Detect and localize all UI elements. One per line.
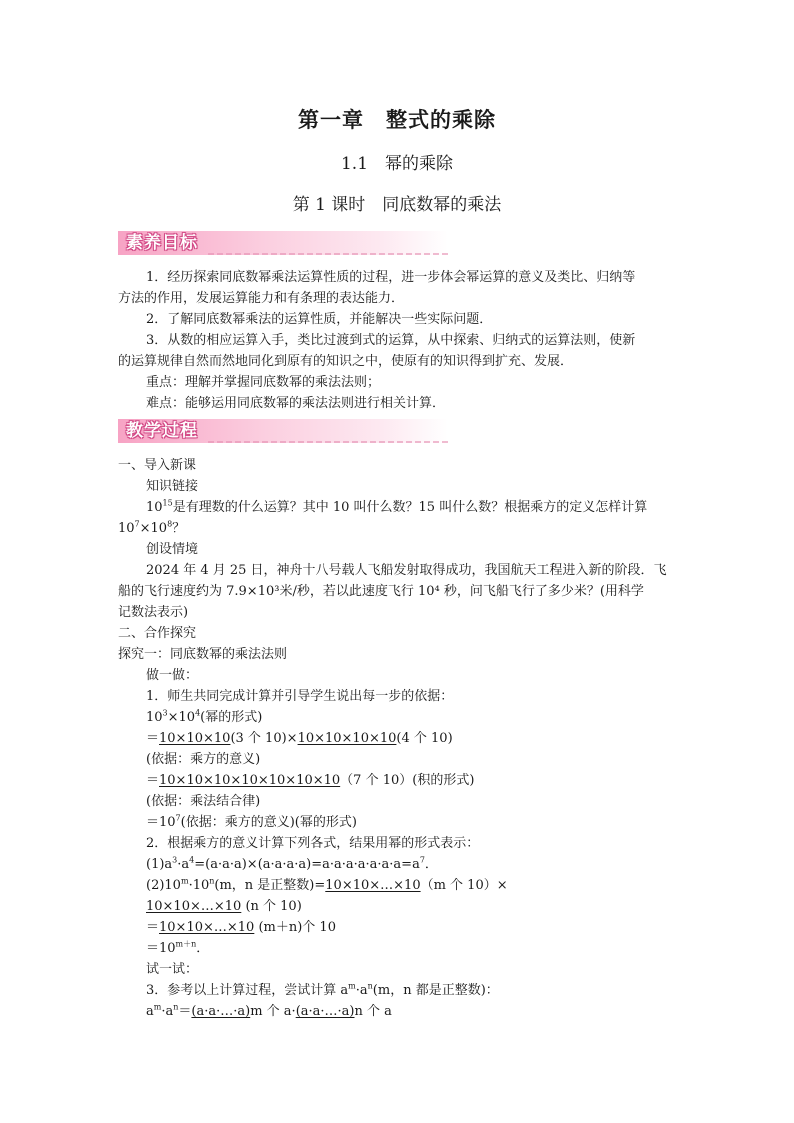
knowledge-link: 知识链接 — [146, 479, 199, 494]
goal-line-1: 1．经历探索同底数幂乘法运算性质的过程，进一步体会幂运算的意义及类比、归纳等 — [146, 270, 636, 285]
explore-1: 探究一：同底数幂的乘法法则 — [118, 647, 288, 662]
goal-line-4: 3．从数的相应运算入手，类比过渡到式的运算，从中探索、归纳式的运算法则，使新 — [146, 333, 636, 348]
last-expression: $a^m\cdot a^n=(a\cdot a\cdot\dots\cdot a)m$ 个 a·(a·a·…·a)n 个 a — [146, 1002, 392, 1019]
goal-line-5: 的运算规律自然而然地同化到原有的知识之中，使原有的知识得到扩充、发展． — [118, 354, 574, 369]
scenario-line-3: 记数法表示) — [118, 605, 189, 620]
coop-title: 二、合作探究 — [118, 626, 197, 641]
step-3: 3．参考以上计算过程，尝试计算 $a^m\cdot a^n(m$，n 都是正整数)： — [146, 981, 499, 998]
try-it: 试一试： — [146, 962, 199, 977]
step-2: 2．根据乘方的意义计算下列各式，结果用幂的形式表示： — [146, 836, 480, 851]
basis-1: (依据：乘方的意义) — [146, 752, 261, 767]
expr-3: ＝10×10×10×10×10×10×10（7 个 10）(积的形式) — [146, 773, 475, 788]
problem-2: $(2)10^m\cdot 10^n(m$，n 是正整数)=10×10×…×10（m 个 10）× — [146, 876, 508, 893]
problem-2-cont-2: ＝10×10×…×10 (m＋n)个 10 — [146, 920, 336, 935]
problem-1: $(1)a^3\cdot a^4=(a\cdot a\cdot a)\times(a\cdot a\cdot a\cdot a)=a\cdot a\cdot a\cdot a\cdot a\cdot a\cdot a=a^7$． — [146, 855, 438, 872]
chapter-title: 第一章 整式的乘除 — [298, 107, 496, 132]
question-1-cont: $10^7\times 10^8$？ — [118, 519, 186, 536]
intro-title: 一、导入新课 — [118, 458, 197, 473]
expr-2: ＝10×10×10(3 个 10)×10×10×10×10(4 个 10) — [146, 731, 453, 746]
expr-4: $=10^7$(依据：乘方的意义)(幂的形式) — [146, 813, 357, 830]
goals-banner — [118, 231, 448, 255]
section-title: 1.1 幂的乘除 — [340, 154, 454, 174]
do-it: 做一做： — [146, 668, 199, 683]
question-1: $10^{15}$是有理数的什么运算？其中 10 叫什么数？15 叫什么数？根据乘方的定义怎样计算 — [146, 498, 648, 515]
key-point: 重点：理解并掌握同底数幂的乘法法则； — [146, 375, 381, 390]
goals-banner-label: 素养目标 — [126, 233, 198, 253]
goal-line-2: 方法的作用，发展运算能力和有条理的表达能力． — [118, 291, 405, 306]
basis-2: (依据：乘法结合律) — [146, 794, 261, 809]
problem-2-cont: 10×10×…×10 (n 个 10) — [146, 899, 302, 914]
scenario-line-1: 2024 年 4 月 25 日，神舟十八号载人飞船发射取得成功，我国航天工程进入新的阶段．飞 — [146, 563, 667, 578]
step-1: 1．师生共同完成计算并引导学生说出每一步的依据： — [146, 689, 454, 704]
process-banner-label: 教学过程 — [126, 421, 198, 441]
scenario-title: 创设情境 — [146, 542, 199, 557]
expr-1: $10^3\times 10^4$(幂的形式) — [146, 708, 263, 725]
process-banner — [118, 419, 448, 443]
goal-line-3: 2．了解同底数幂乘法的运算性质，并能解决一些实际问题． — [146, 312, 493, 327]
scenario-line-2: 船的飞行速度约为 7.9×10³米/秒，若以此速度飞行 10⁴ 秒，问飞船飞行了多少米？(用科学 — [118, 584, 644, 599]
difficulty: 难点：能够运用同底数幂的乘法法则进行相关计算． — [146, 396, 446, 411]
lesson-title: 第 1 课时 同底数幂的乘法 — [292, 195, 502, 215]
problem-2-result: $=10^{m+n}$． — [146, 939, 210, 956]
